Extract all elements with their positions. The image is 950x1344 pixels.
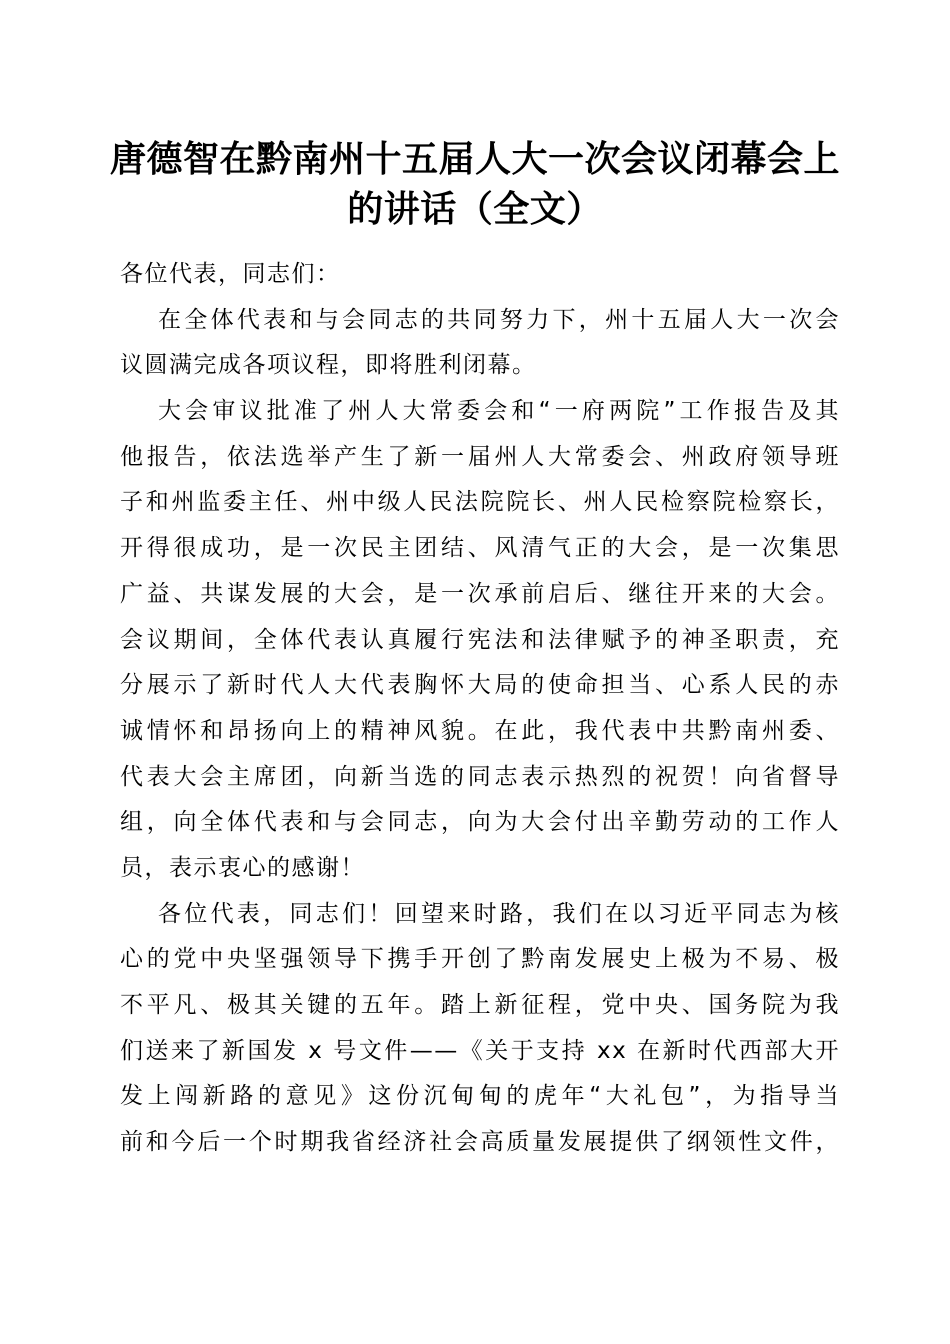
text-line: 不平凡、极其关键的五年。踏上新征程，党中央、国务院为我 [120,992,840,1018]
paragraph-3 [120,892,840,1166]
text-line: 发上闯新路的意见》这份沉甸甸的虎年“大礼包”，为指导当 [120,1083,840,1110]
title-line-2: 的讲话（全文） [347,188,603,230]
text-line: 诚情怀和昂扬向上的精神风貌。在此，我代表中共黔南州委、 [120,717,840,744]
text-line: 大会审议批准了州人大常委会和“一府两院”工作报告及其 [158,398,840,425]
text-line: 议圆满完成各项议程，即将胜利闭幕。 [120,352,537,379]
text-line: 分展示了新时代人大代表胸怀大局的使命担当、心系人民的赤 [120,672,840,699]
text-line: 员，表示衷心的感谢！ [120,854,365,881]
text-line: 会议期间，全体代表认真履行宪法和法律赋予的神圣职责，充 [120,626,840,653]
document-body [120,252,840,1166]
paragraph-2 [120,389,840,892]
text-line: 在全体代表和与会同志的共同努力下，州十五届人大一次会 [158,306,840,333]
text-line: 们送来了新国发 x 号文件——《关于支持 xx 在新时代西部大开 [120,1037,840,1064]
title-line-1: 唐德智在黔南州十五届人大一次会议闭幕会上 [109,138,840,180]
text-line: 广益、共谋发展的大会，是一次承前启后、继往开来的大会。 [120,580,840,607]
text-line: 前和今后一个时期我省经济社会高质量发展提供了纲领性文件， [120,1129,840,1156]
salutation: 各位代表，同志们： [120,261,341,287]
document-title [100,134,850,234]
paragraph-1 [120,298,840,389]
text-line: 各位代表，同志们！回望来时路，我们在以习近平同志为核 [158,900,840,927]
text-line: 子和州监委主任、州中级人民法院院长、州人民检察院检察长， [120,489,840,516]
text-line: 他报告，依法选举产生了新一届州人大常委会、州政府领导班 [120,443,840,470]
text-line: 开得很成功，是一次民主团结、风清气正的大会，是一次集思 [120,535,840,562]
text-line: 代表大会主席团，向新当选的同志表示热烈的祝贺！向省督导 [120,763,840,790]
text-line: 组，向全体代表和与会同志，向为大会付出辛勤劳动的工作人 [120,809,840,836]
text-line: 心的党中央坚强领导下携手开创了黔南发展史上极为不易、极 [120,946,840,973]
